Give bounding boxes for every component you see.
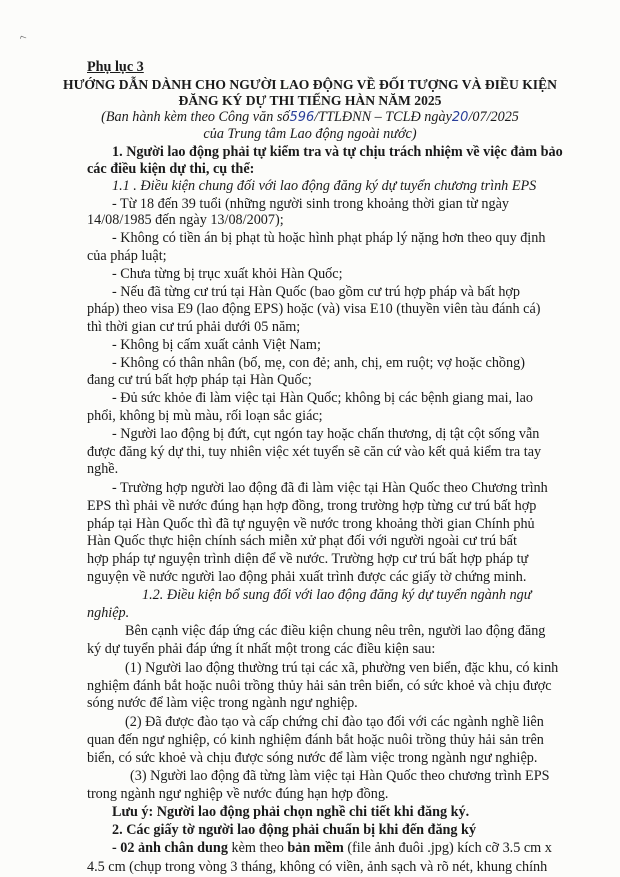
photo-label-bold: - 02 ảnh chân dung [112,840,228,857]
issuance-note-part-b: /TTLĐNN – TCLĐ ngày [314,109,452,125]
body-line: được đăng ký dự thi, tuy nhiên việc xét tuyển sẽ căn cứ vào kết quả kiểm tra tay [87,443,542,460]
body-line: (1) Người lao động thường trú tại các xã, phường ven biển, đặc khu, có kinh [125,659,559,676]
body-line: quan đến ngư nghiệp, có kinh nghiệm đánh bắt hoặc nuôi trồng thủy hải sản trên [87,731,544,748]
body-line: ký dự tuyển phải đáp ứng ít nhất một trong các điều kiện sau: [87,641,436,658]
section-1-1-heading: 1.1 . Điều kiện chung đối với lao động đăng ký dự tuyển chương trình EPS [112,177,537,194]
note-line: Lưu ý: Người lao động phải chọn nghề chi tiết khi đăng ký. [112,804,470,820]
section-1-2-heading-cont: nghiệp. [87,604,130,621]
appendix-label: Phụ lục 3 [87,59,144,75]
body-line: EPS thì phải về nước đúng hạn hợp đồng, trong trường hợp từng cư trú bất hợp [87,497,537,514]
section-1-2-heading: 1.2. Điều kiện bổ sung đối với lao động đăng ký dự tuyển ngành ngư [142,586,532,603]
body-line: thì thời gian cư trú phải dưới 05 năm; [87,319,301,336]
body-line: - Từ 18 đến 39 tuổi (những người sinh trong khoảng thời gian từ ngày [112,195,510,212]
body-line: sóng nước để làm việc trong ngành ngư nghiệp. [87,695,358,712]
issuance-note-part-a: (Ban hành kèm theo Công văn số [101,109,290,125]
body-line: nguyện về nước người lao động phải xuất trình được các giấy tờ chứng minh. [87,569,527,585]
body-line: pháp tại Hàn Quốc thì đã tự nguyện về nước trong khoảng thời gian Chính phủ [87,515,535,532]
body-line: (3) Người lao động đã từng làm việc tại Hàn Quốc theo chương trình EPS [130,768,550,785]
body-line: - Nếu đã từng cư trú tại Hàn Quốc (bao gồm cư trú hợp pháp và bất hợp [112,283,521,300]
title-line-1: HƯỚNG DẪN DÀNH CHO NGƯỜI LAO ĐỘNG VỀ ĐỐI TƯỢNG VÀ ĐIỀU KIỆN [63,77,557,92]
body-line: Hàn Quốc thực hiện chính sách miễn xử phạt đối với người ngoài cư trú bất [87,533,517,550]
body-line: 14/08/1985 đến ngày 13/08/2007); [87,212,284,229]
body-line [112,839,552,857]
softcopy-label-bold: bản mềm [287,840,344,857]
body-line: - Người lao động bị đứt, cụt ngón tay hoặc chấn thương, dị tật cột sống vẫn [112,425,540,442]
body-line: - Không bị cấm xuất cảnh Việt Nam; [112,336,321,353]
body-line: hợp pháp tự nguyện trình diện để về nước. Trường hợp cư trú bất hợp pháp tự [87,551,529,568]
section-2-heading: 2. Các giấy tờ người lao động phải chuẩn bị khi đến đăng ký [112,822,477,839]
body-line: phổi, không bị mù màu, rối loạn sắc giác; [87,408,323,424]
body-line: - Không có thân nhân (bố, mẹ, con đẻ; anh, chị, em ruột; vợ hoặc chồng) [112,354,525,371]
handwritten-number: 596 [289,110,315,125]
photo-label-mid: kèm theo [227,840,288,857]
body-line: nghiệm đánh bắt hoặc nuôi trồng thủy hải sản trên biển, có sức khoẻ và chịu được [87,677,552,694]
body-line: pháp) theo visa E9 (lao động EPS) hoặc (và) visa E10 (thuyền viên tàu đánh cá) [87,301,541,318]
body-line: đang cư trú bất hợp pháp tại Hàn Quốc; [87,372,312,389]
photo-label-rest: (file ảnh đuôi .jpg) kích cỡ 3.5 cm x [343,840,552,857]
body-line: - Trường hợp người lao động đã đi làm việc tại Hàn Quốc theo Chương trình [112,480,548,497]
body-line: biển, có sức khoẻ và chịu được sóng nước để làm việc trong ngành ngư nghiệp. [87,749,538,766]
body-line: (2) Đã được đào tạo và cấp chứng chỉ đào tạo đối với các ngành nghề liên [125,714,544,731]
body-line: - Không có tiền án bị phạt tù hoặc hình phạt pháp lý nặng hơn theo quy định [112,230,546,247]
body-line: 4.5 cm (chụp trong vòng 3 tháng, không có viền, ảnh sạch và rõ nét, khung chính [87,858,548,875]
body-line: - Đủ sức khỏe đi làm việc tại Hàn Quốc; không bị các bệnh giang mai, lao [112,390,533,407]
issuance-note-2: của Trung tâm Lao động ngoài nước) [203,126,417,142]
title-line-2: ĐĂNG KÝ DỰ THI TIẾNG HÀN NĂM 2025 [178,93,442,108]
issuance-note-part-c: /07/2025 [468,109,519,125]
body-line: Bên cạnh việc đáp ứng các điều kiện chung nêu trên, người lao động đăng [125,623,546,640]
body-line: nghề. [87,461,119,478]
handwritten-day: 20 [451,110,469,125]
body-line: trong ngành ngư nghiệp về nước đúng hạn hợp đồng. [87,786,389,803]
corner-mark: ⌐ [17,29,30,45]
section-1-heading: 1. Người lao động phải tự kiểm tra và tự chịu trách nhiệm về việc đảm bảo [112,144,563,160]
body-line: của pháp luật; [87,247,167,264]
section-1-heading-cont: các điều kiện dự thi, cụ thể: [87,160,255,177]
body-line: - Chưa từng bị trục xuất khỏi Hàn Quốc; [112,265,343,282]
